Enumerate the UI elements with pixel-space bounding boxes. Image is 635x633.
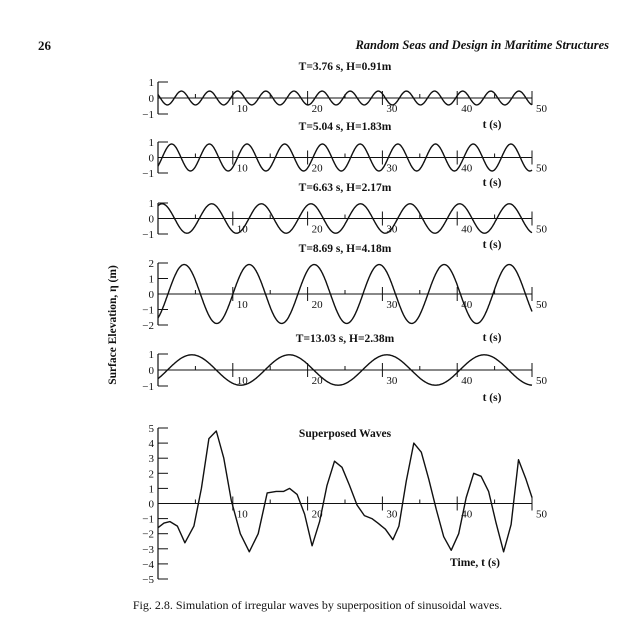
y-tick-label: −5 xyxy=(142,574,154,586)
panel-title: T=8.69 s, H=4.18m xyxy=(298,243,392,255)
x-tick-label: 20 xyxy=(311,103,323,115)
x-tick-label: 10 xyxy=(236,162,248,175)
x-axis-label: t (s) xyxy=(482,239,502,251)
y-tick-label: 1 xyxy=(148,483,154,496)
y-tick-label: −1 xyxy=(142,381,154,393)
y-tick-label: 1 xyxy=(148,349,154,361)
page-number: 26 xyxy=(38,38,51,53)
x-tick-label: 10 xyxy=(236,103,248,115)
x-tick-label: 10 xyxy=(236,375,248,387)
y-tick-label: −3 xyxy=(142,543,154,556)
y-tick-label: 5 xyxy=(148,423,154,435)
y-tick-label: 1 xyxy=(148,273,154,286)
x-tick-label: 30 xyxy=(386,103,398,115)
x-tick-label: 20 xyxy=(311,508,323,521)
panel-title: T=6.63 s, H=2.17m xyxy=(298,182,392,194)
y-tick-label: 4 xyxy=(148,438,154,451)
shared-y-axis-label: Surface Elevation, η (m) xyxy=(107,265,119,385)
x-tick-label: 40 xyxy=(461,162,473,175)
y-tick-label: 1 xyxy=(148,198,154,210)
series-line xyxy=(158,431,532,552)
x-tick-label: 20 xyxy=(311,162,323,175)
x-tick-label: 40 xyxy=(461,103,473,115)
y-tick-label: −4 xyxy=(142,558,154,571)
x-tick-label: 10 xyxy=(236,299,248,311)
x-axis-label: t (s) xyxy=(482,119,502,131)
x-tick-label: 20 xyxy=(311,375,323,387)
y-tick-label: −1 xyxy=(142,168,154,180)
y-tick-label: 3 xyxy=(148,453,154,466)
running-title: Random Seas and Design in Maritime Structures xyxy=(355,38,609,52)
chart-panel-2 xyxy=(142,121,547,189)
panel-title: T=3.76 s, H=0.91m xyxy=(298,61,392,73)
x-tick-label: 30 xyxy=(386,375,398,387)
panel-title: T=5.04 s, H=1.83m xyxy=(298,121,392,133)
y-tick-label: 0 xyxy=(148,152,154,165)
y-tick-label: 0 xyxy=(148,498,154,511)
x-tick-label: 50 xyxy=(536,508,547,521)
y-tick-label: 1 xyxy=(148,77,154,89)
x-tick-label: 10 xyxy=(236,508,248,521)
y-tick-label: −1 xyxy=(142,513,154,526)
y-tick-label: 0 xyxy=(148,289,154,301)
x-axis-label: t (s) xyxy=(482,332,502,344)
x-axis-label: t (s) xyxy=(482,392,502,404)
x-tick-label: 30 xyxy=(386,508,398,521)
y-tick-label: −1 xyxy=(142,304,154,317)
panel-title: T=13.03 s, H=2.38m xyxy=(295,333,395,345)
y-tick-label: −1 xyxy=(142,109,154,121)
x-tick-label: 30 xyxy=(386,223,398,236)
y-tick-label: 0 xyxy=(148,213,154,226)
x-tick-label: 20 xyxy=(311,223,323,236)
y-tick-label: −2 xyxy=(142,320,154,332)
chart-panel-3 xyxy=(142,182,547,251)
y-tick-label: 2 xyxy=(148,258,154,270)
chart-panel-4 xyxy=(142,243,547,344)
x-axis-label: t (s) xyxy=(482,177,502,189)
x-tick-label: 40 xyxy=(461,508,473,521)
x-tick-label: 50 xyxy=(536,162,547,175)
y-tick-label: 2 xyxy=(148,468,154,481)
y-tick-label: 0 xyxy=(148,93,154,105)
y-tick-label: −2 xyxy=(142,528,154,541)
x-tick-label: 40 xyxy=(461,375,473,387)
figure-caption: Fig. 2.8. Simulation of irregular waves by superposition of sinusoidal waves. xyxy=(132,598,503,612)
y-tick-label: 1 xyxy=(148,137,154,149)
x-axis-label: Time, t (s) xyxy=(450,557,500,569)
y-tick-label: 0 xyxy=(148,365,154,377)
x-tick-label: 50 xyxy=(536,103,547,115)
x-tick-label: 30 xyxy=(386,299,398,311)
y-tick-label: −1 xyxy=(142,229,154,241)
chart-panel-6 xyxy=(142,423,547,586)
x-tick-label: 50 xyxy=(536,223,547,236)
x-tick-label: 20 xyxy=(311,299,323,311)
x-tick-label: 50 xyxy=(536,375,547,387)
x-tick-label: 10 xyxy=(236,223,248,236)
panel-title: Superposed Waves xyxy=(298,428,392,440)
x-tick-label: 50 xyxy=(536,299,547,311)
x-tick-label: 40 xyxy=(461,299,473,311)
x-tick-label: 30 xyxy=(386,162,398,175)
x-tick-label: 40 xyxy=(461,223,473,236)
